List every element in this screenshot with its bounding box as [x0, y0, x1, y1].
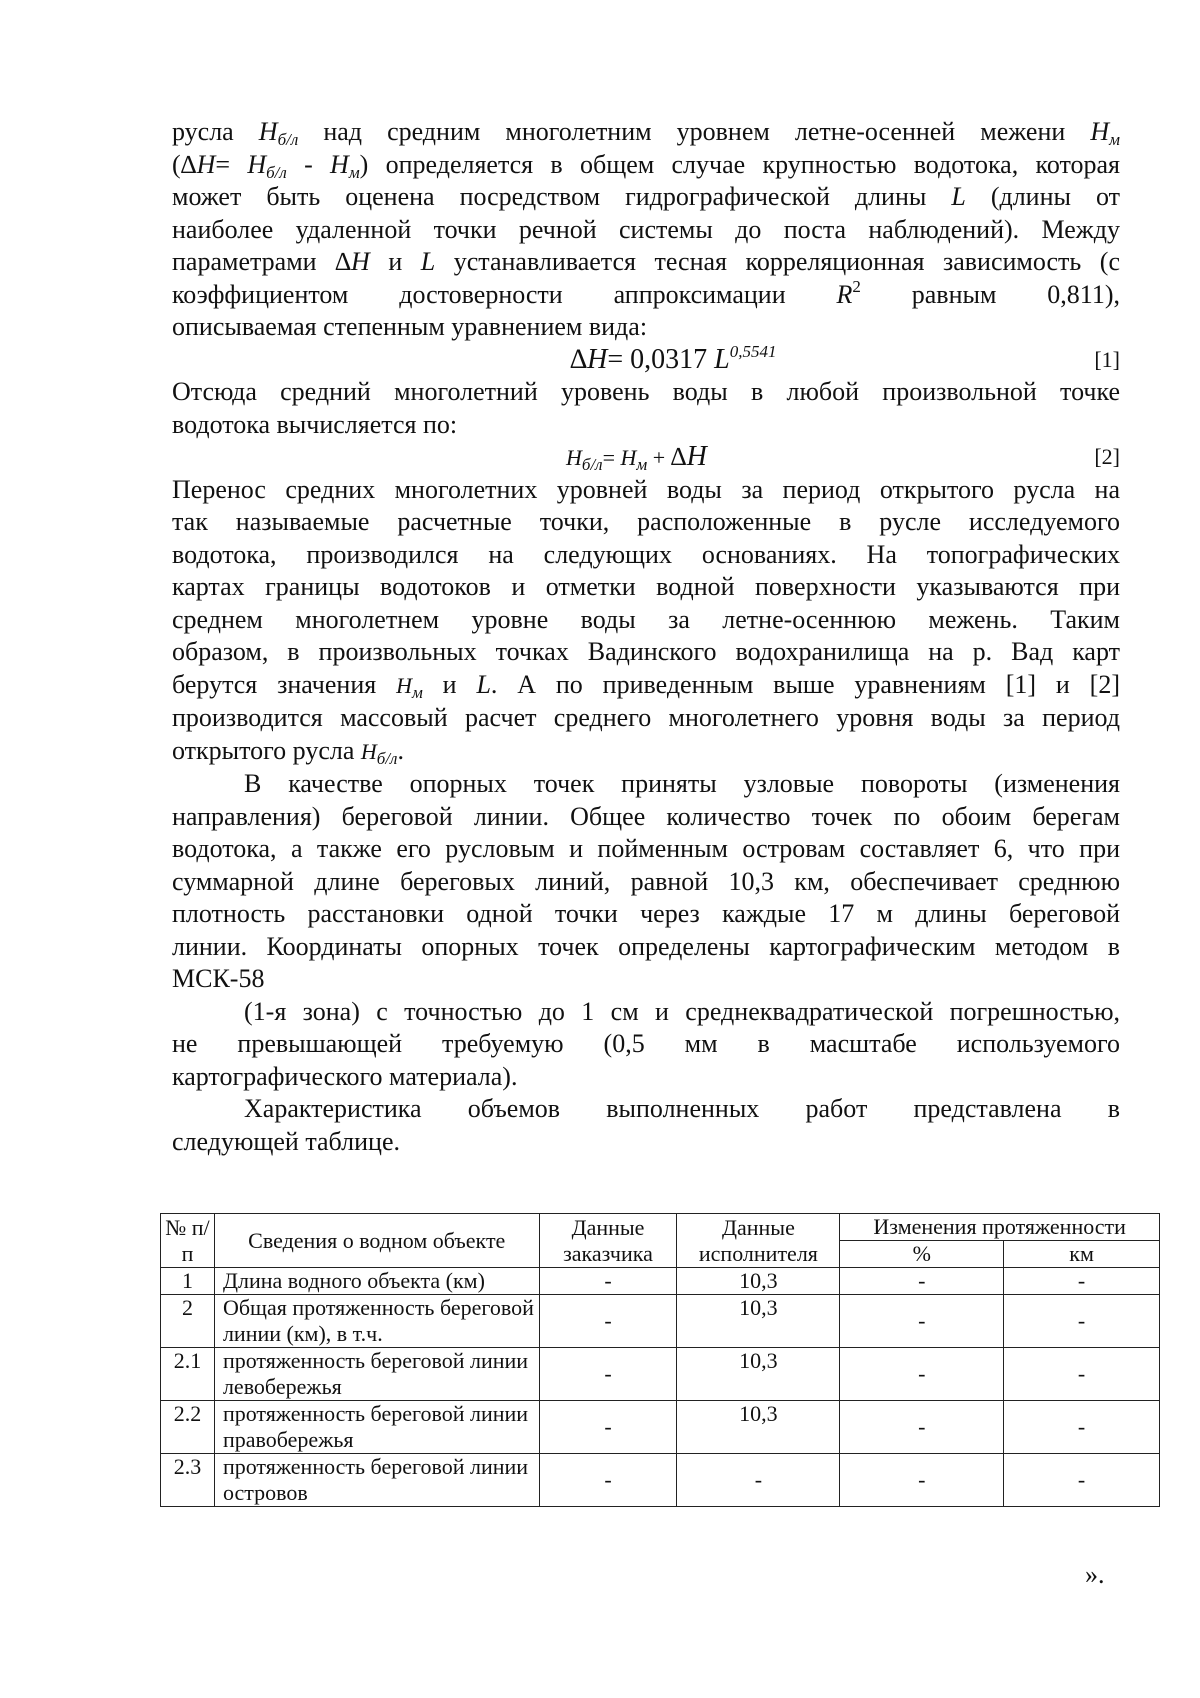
cell-info: Общая протяженность береговой линии (км), в т.ч. [214, 1295, 539, 1348]
equation-number: [1] [1094, 346, 1120, 372]
text-line: водотока, производился на следующих основаниях. На топографических [172, 539, 1120, 569]
text-line: наиболее удаленной точки речной системы до поста наблюдений). Между [172, 214, 1120, 244]
cell-km: - [1004, 1295, 1160, 1348]
cell-percent: - [840, 1348, 1004, 1401]
text-line: производится массовый расчет среднего многолетнего уровня воды за период [172, 703, 1120, 732]
cell-km: - [1004, 1401, 1160, 1454]
text-line: открытого русла $H_{б/л}$. [172, 735, 404, 768]
text-line: (1-я зона) с точностью до 1 см и среднеквадратической погрешностью, [244, 996, 1120, 1026]
table-row [161, 1268, 1160, 1295]
works-volume-table [160, 1213, 1160, 1507]
text-line: Отсюда средний многолетний уровень воды в любой произвольной точке [172, 377, 1120, 406]
cell-executor: 10,3 [677, 1348, 840, 1401]
text-line: среднем многолетнем уровне воды за летне-осеннюю межень. Таким [172, 604, 1120, 634]
text-line: берутся значения $H_м$ и L. А по приведенным выше уравнениям [1] и [2] [172, 669, 1120, 702]
text-line: так называемые расчетные точки, расположенные в русле исследуемого [172, 507, 1120, 536]
text-line: водотока, а также его русловым и пойменным островам составляет 6, что при [172, 834, 1120, 863]
text-line: Характеристика объемов выполненных работ представлена в [244, 1094, 1120, 1123]
cell-num: 2 [161, 1295, 215, 1348]
text-line: описываемая степенным уравнением вида: [172, 312, 648, 341]
cell-info: протяженность береговой линии правобережья [214, 1401, 539, 1454]
text-line: $(\Delta H= H_{б/л} - H_м)$ определяется в общем случае крупностью водотока, которая [172, 149, 1120, 182]
document-body [172, 116, 1120, 1158]
cell-info: Длина водного объекта (км) [214, 1268, 539, 1295]
table-row [161, 1348, 1160, 1401]
text-line: не превышающей требуемую (0,5 мм в масштабе используемого [172, 1029, 1120, 1058]
cell-customer: - [539, 1348, 677, 1401]
cell-km: - [1004, 1268, 1160, 1295]
text-line: следующей таблице. [172, 1126, 400, 1156]
text-line: параметрами ∆H и L устанавливается тесная корреляционная зависимость (с [172, 247, 1120, 276]
text-line: может быть оценена посредством гидрографической длины L (длины от [172, 182, 1120, 211]
text-line: суммарной длине береговых линий, равной 10,3 км, обеспечивает среднюю [172, 866, 1120, 896]
text-line: плотность расстановки одной точки через каждые 17 м длины береговой [172, 899, 1120, 928]
cell-num: 1 [161, 1268, 215, 1295]
text-line: водотока вычисляется по: [172, 409, 458, 439]
cell-executor: 10,3 [677, 1268, 840, 1295]
text-line: коэффициентом достоверности аппроксимации $R^2$ равным 0,811), [172, 276, 1120, 309]
cell-info: протяженность береговой линии левобережья [214, 1348, 539, 1401]
table-row: 2.3 протяженность береговой линии островов - - - - [161, 1454, 1160, 1507]
header-customer: Данные заказчика [539, 1214, 677, 1268]
table-header-row [161, 1214, 1160, 1241]
cell-percent: - [840, 1268, 1004, 1295]
equation-1: ∆H= 0,0317 $L^{0,5541}$ [1] [570, 341, 1120, 375]
closing-quote: ». [1085, 1560, 1105, 1589]
text-line: линии. Координаты опорных точек определены картографическим методом в [172, 931, 1120, 961]
cell-customer: - [539, 1401, 677, 1454]
table-row [161, 1401, 1160, 1454]
cell-num: 2.1 [161, 1348, 215, 1401]
cell-executor: 10,3 [677, 1295, 840, 1348]
cell-executor: 10,3 [677, 1401, 840, 1454]
cell-percent: - [840, 1295, 1004, 1348]
header-executor: Данные исполнителя [677, 1214, 840, 1268]
cell-customer: - [539, 1268, 677, 1295]
table-row [161, 1295, 1160, 1348]
header-num: № п/п [161, 1214, 215, 1268]
text-line: В качестве опорных точек приняты узловые повороты (изменения [244, 769, 1120, 798]
text-line: направления) береговой линии. Общее количество точек по обоим берегам [172, 801, 1120, 831]
cell-km: - [1004, 1348, 1160, 1401]
text-line: образом, в произвольных точках Вадинского водохранилища на р. Вад карт [172, 637, 1120, 666]
text-line: русла $H_{б/л}$ над средним многолетним уровнем летне-осенней межени $H_м$ [172, 117, 1120, 149]
header-km: км [1004, 1241, 1160, 1268]
text-line: Перенос средних многолетних уровней воды за период открытого русла на [172, 474, 1120, 504]
text-line: МСК-58 [172, 964, 265, 993]
equation-number: [2] [1094, 444, 1120, 469]
cell-customer: - [539, 1295, 677, 1348]
text-line: картографического материала). [172, 1061, 518, 1091]
header-changes: Изменения протяженности [840, 1214, 1160, 1241]
cell-percent: - [840, 1401, 1004, 1454]
cell-num: 2.2 [161, 1401, 215, 1454]
equation-2: $H_{б/л}= H_м + \Delta H$ [2] [566, 441, 1120, 474]
header-info: Сведения о водном объекте [214, 1214, 539, 1268]
text-line: картах границы водотоков и отметки водной поверхности указываются при [172, 572, 1120, 601]
header-percent: % [840, 1241, 1004, 1268]
